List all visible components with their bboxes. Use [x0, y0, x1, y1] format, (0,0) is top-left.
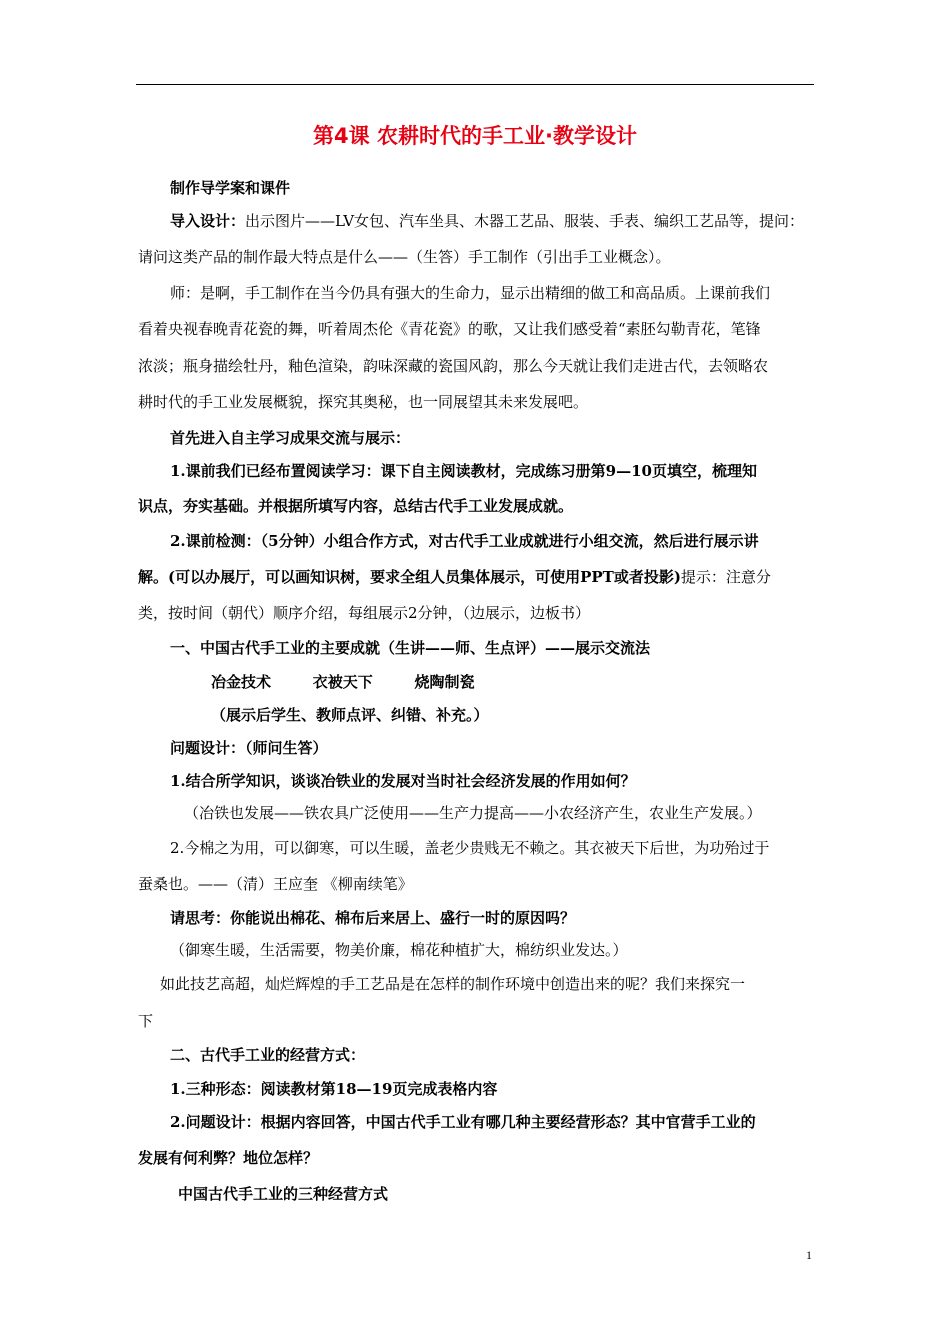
paragraph-line: 识点，夯实基础。并根据所填写内容，总结古代手工业发展成就。	[138, 497, 574, 515]
paragraph-line: （御寒生暖，生活需要，物美价廉，棉花种植扩大，棉纺织业发达。）	[170, 941, 628, 959]
paragraph-line: 如此技艺高超，灿烂辉煌的手工艺品是在怎样的制作环境中创造出来的呢？我们来探究一	[160, 975, 746, 993]
table-caption: 中国古代手工业的三种经营方式	[178, 1185, 389, 1203]
paragraph-line: 1.三种形态：阅读教材第18—19页完成表格内容	[170, 1080, 498, 1098]
paragraph-line: 冶金技术 衣被天下 烧陶制瓷	[211, 673, 475, 691]
paragraph-line: 下	[138, 1012, 154, 1030]
page-number: 1	[806, 1248, 812, 1262]
paragraph-line: 请问这类产品的制作最大特点是什么——（生答）手工制作（引出手工业概念）。	[138, 248, 671, 266]
paragraph-line: 解。(可以办展厅，可以画知识树，要求全组人员集体展示，可使用PPT或者投影)提示：注意分	[138, 568, 771, 586]
paragraph-line: 发展有何利弊？地位怎样？	[138, 1149, 319, 1167]
paragraph-line: 首先进入自主学习成果交流与展示：	[170, 429, 411, 447]
paragraph-line: 导入设计：出示图片——LV女包、汽车坐具、木器工艺品、服装、手表、编织工艺品等，提问：	[170, 212, 805, 230]
paragraph-line: （展示后学生、教师点评、纠错、补充。）	[211, 706, 489, 724]
paragraph-line: 1.结合所学知识，谈谈冶铁业的发展对当时社会经济发展的作用如何？	[170, 772, 636, 790]
paragraph-line: （冶铁也发展——铁农具广泛使用——生产力提高——小农经济产生，农业生产发展。）	[184, 804, 762, 822]
paragraph-line: 蚕桑也。——（清）王应奎 《柳南续笔》	[138, 875, 413, 893]
header-rule	[136, 84, 814, 85]
paragraph-line: 制作导学案和课件	[170, 179, 291, 197]
paragraph-line: 看着央视春晚青花瓷的舞，听着周杰伦《青花瓷》的歌，又让我们感受着“素胚勾勒青花，笔锋	[138, 320, 761, 338]
page-title: 第4课 农耕时代的手工业·教学设计	[313, 124, 637, 148]
section-heading: 二、古代手工业的经营方式：	[170, 1046, 366, 1064]
paragraph-line: 2.问题设计：根据内容回答，中国古代手工业有哪几种主要经营形态？其中官营手工业的	[170, 1113, 756, 1131]
section-heading: 一、中国古代手工业的主要成就（生讲——师、生点评）——展示交流法	[170, 639, 651, 657]
paragraph-line: 浓淡；瓶身描绘牡丹，釉色渲染，韵味深藏的瓷国风韵，那么今天就让我们走进古代，去领略农	[138, 357, 769, 375]
paragraph-line: 1.课前我们已经布置阅读学习：课下自主阅读教材，完成练习册第9—10页填空，梳理知	[170, 462, 757, 480]
paragraph-line: 2.今棉之为用，可以御寒，可以生暖，盖老少贵贱无不赖之。其衣被天下后世，为功殆过于	[170, 839, 770, 857]
paragraph-line: 2.课前检测：（5分钟）小组合作方式，对古代手工业成就进行小组交流，然后进行展示讲	[170, 532, 759, 550]
paragraph-line: 请思考：你能说出棉花、棉布后来居上、盛行一时的原因吗？	[170, 909, 576, 927]
paragraph-line: 耕时代的手工业发展概貌，探究其奥秘，也一同展望其未来发展吧。	[138, 393, 589, 411]
paragraph-line: 问题设计：（师问生答）	[170, 739, 328, 757]
paragraph-line: 师：是啊，手工制作在当今仍具有强大的生命力，显示出精细的做工和高品质。上课前我们	[170, 284, 771, 302]
paragraph-line: 类，按时间（朝代）顺序介绍，每组展示2分钟，（边展示，边板书）	[138, 604, 591, 622]
